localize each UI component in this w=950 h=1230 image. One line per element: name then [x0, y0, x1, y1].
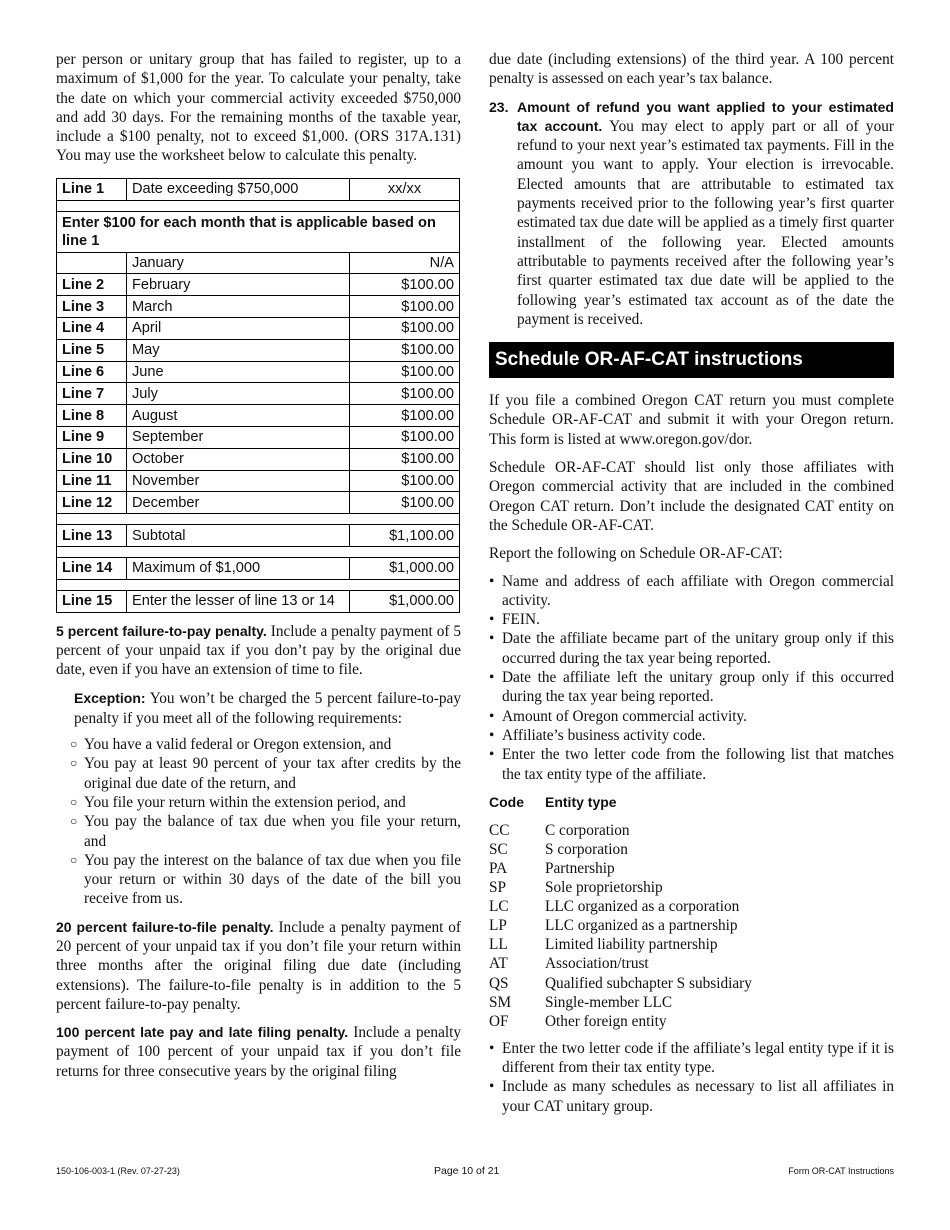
report-item-text: Date the affiliate left the unitary group only if this occurred during the tax year being reported.: [502, 669, 894, 706]
report-item: [489, 668, 894, 707]
line-number: Line 13: [57, 525, 127, 547]
worksheet-row: [57, 590, 460, 612]
worksheet-row: [57, 557, 460, 579]
line-description: October: [127, 448, 350, 470]
line-number: Line 1: [57, 178, 127, 200]
line-value: $100.00: [350, 405, 460, 427]
line-number: Line 10: [57, 448, 127, 470]
worksheet-row: [57, 274, 460, 296]
penalty-worksheet: [56, 178, 460, 613]
entity-code: SM: [489, 993, 512, 1011]
entity-type: LLC organized as a partnership: [545, 917, 738, 935]
line-description: March: [127, 296, 350, 318]
line-number: [57, 252, 127, 274]
code-row: [489, 897, 752, 916]
footer-form-id: 150-106-003-1 (Rev. 07-27-23): [56, 1166, 180, 1176]
intro-paragraph: per person or unitary group that has failed to register, up to a maximum of $1,000 for the year. To calculate your penalty, take the date on which your commercial activity exceeded $750,000 and add 30 days. For the remaining months of the taxable year, include a $100 penalty, not to exceed $1,000. (ORS 317A.131) You may use the worksheet below to calculate this penalty.: [56, 51, 461, 165]
line-value: $100.00: [350, 339, 460, 361]
code-row: [489, 935, 752, 954]
bullet-icon: •: [489, 611, 495, 629]
worksheet-row: [57, 426, 460, 448]
entity-code: AT: [489, 955, 508, 973]
line-value: $100.00: [350, 361, 460, 383]
line-value: $100.00: [350, 296, 460, 318]
report-item-text: Name and address of each affiliate with Oregon commercial activity.: [502, 572, 894, 609]
schedule-paragraph-3: Report the following on Schedule OR-AF-CAT:: [489, 545, 783, 563]
requirement-item: [56, 793, 461, 812]
worksheet-row: [57, 296, 460, 318]
bullet-icon: •: [489, 726, 495, 744]
line-number: Line 9: [57, 426, 127, 448]
item-23-text: You may elect to apply part or all of your refund to your next year’s estimated tax payments. Fill in the amount you want to apply. Your election is irrevocable. Elected amounts that are attributable to estimated tax payments received prior to the following year’s first quarter estimated tax due date will be applied as a timely first quarter installment of the following year. Elected amounts attributable to payments received after the following year’s first quarter estimated tax due date will be applied to the following year’s estimated tax account as of the date the payment is received.: [517, 117, 894, 328]
enter-note: Enter $100 for each month that is applicable based on line 1: [57, 211, 460, 252]
report-items-list: [489, 572, 894, 784]
requirement-item: [56, 735, 461, 754]
line-value: $100.00: [350, 448, 460, 470]
schedule-paragraph-1: If you file a combined Oregon CAT return you must complete Schedule OR-AF-CAT and submit it with your Oregon return. This form is listed at www.oregon.gov/dor.: [489, 392, 894, 448]
report-item-text: Amount of Oregon commercial activity.: [502, 707, 747, 725]
entity-type: Single-member LLC: [545, 993, 673, 1011]
requirements-list: [56, 735, 461, 909]
circle-bullet-icon: ○: [70, 814, 78, 829]
worksheet-row: [57, 470, 460, 492]
exception-text: You won’t be charged the 5 percent failure-to-pay penalty if you meet all of the following requirements:: [74, 690, 461, 727]
entity-type: Association/trust: [545, 955, 649, 973]
failure-to-file-paragraph: [56, 918, 461, 1014]
line-description: June: [127, 361, 350, 383]
line-value: $100.00: [350, 317, 460, 339]
entity-type: C corporation: [545, 821, 630, 839]
requirement-text: You pay the balance of tax due when you file your return, and: [84, 813, 461, 850]
entity-code: LP: [489, 917, 507, 935]
final-item-text: Enter the two letter code if the affiliate’s legal entity type if it is different from their tax entity type.: [502, 1039, 894, 1077]
line-value: $100.00: [350, 426, 460, 448]
bullet-icon: •: [489, 707, 495, 725]
line-description: November: [127, 470, 350, 492]
entity-code: OF: [489, 1012, 509, 1030]
worksheet-spacer: [57, 579, 460, 590]
line-number: Line 3: [57, 296, 127, 318]
worksheet-note-row: [57, 211, 460, 252]
report-item: [489, 629, 894, 668]
report-item: [489, 707, 894, 726]
item-23: [489, 98, 894, 330]
line-value: $100.00: [350, 383, 460, 405]
code-row: [489, 974, 752, 993]
report-item-text: Enter the two letter code from the following list that matches the tax entity type of the affiliate.: [502, 746, 894, 783]
late-penalty-heading: 100 percent late pay and late filing penalty.: [56, 1024, 349, 1041]
entity-type: Limited liability partnership: [545, 936, 718, 954]
line-description: July: [127, 383, 350, 405]
left-column: [56, 50, 461, 1081]
entity-type: Sole proprietorship: [545, 879, 663, 897]
exception-heading: Exception:: [74, 690, 146, 707]
schedule-paragraph-2: Schedule OR-AF-CAT should list only those affiliates with Oregon commercial activity that are included in the combined Oregon CAT return. Don’t include the designated CAT entity on the Schedule OR-AF-CAT.: [489, 459, 894, 534]
code-row: [489, 916, 752, 935]
report-item: [489, 726, 894, 745]
requirement-text: You pay at least 90 percent of your tax after credits by the original due date of the return, and: [84, 755, 461, 792]
report-item-text: FEIN.: [502, 611, 540, 629]
entity-header: Entity type: [545, 793, 617, 810]
footer-page-number: Page 10 of 21: [434, 1165, 500, 1177]
entity-type: Other foreign entity: [545, 1012, 667, 1030]
line-value: $1,000.00: [350, 557, 460, 579]
entity-type: Qualified subchapter S subsidiary: [545, 974, 752, 992]
line-description: February: [127, 274, 350, 296]
line-value: xx/xx: [350, 178, 460, 200]
line-number: Line 8: [57, 405, 127, 427]
requirement-text: You file your return within the extension period, and: [84, 793, 406, 811]
entity-code: PA: [489, 859, 508, 877]
worksheet-row: [57, 405, 460, 427]
line-number: Line 15: [57, 590, 127, 612]
failure-to-file-text: Include a penalty payment of 20 percent of your unpaid tax if you don’t file your return within three months after the original filing due date (including extensions). The failure-to-file penalty is in addition to the 5 percent failure-to-pay penalty.: [56, 918, 461, 1013]
entity-code: LL: [489, 936, 508, 954]
right-column: [489, 50, 894, 1116]
worksheet-row: [57, 339, 460, 361]
final-item: [489, 1039, 894, 1078]
worksheet-spacer: [57, 514, 460, 525]
line-number: Line 2: [57, 274, 127, 296]
entity-code: LC: [489, 898, 509, 916]
late-penalty-text: Include a penalty payment of 100 percent of your unpaid tax if you don’t file returns for three consecutive years by the original filing: [56, 1024, 462, 1080]
line-description: Subtotal: [127, 525, 350, 547]
code-header: Code: [489, 793, 524, 810]
circle-bullet-icon: ○: [70, 737, 78, 752]
late-penalty-paragraph: [56, 1023, 461, 1081]
worksheet-row: [57, 252, 460, 274]
line-number: Line 11: [57, 470, 127, 492]
report-item-text: Affiliate’s business activity code.: [502, 726, 706, 744]
requirement-text: You have a valid federal or Oregon extension, and: [84, 736, 392, 754]
bullet-icon: •: [489, 630, 495, 648]
entity-code: QS: [489, 974, 509, 992]
report-item: [489, 745, 894, 784]
worksheet-row: [57, 317, 460, 339]
line-value: N/A: [350, 252, 460, 274]
worksheet-row: [57, 361, 460, 383]
line-description: April: [127, 317, 350, 339]
line-value: $100.00: [350, 492, 460, 514]
entity-type: S corporation: [545, 840, 628, 858]
worksheet-row: [57, 492, 460, 514]
worksheet-row: [57, 525, 460, 547]
entity-type: Partnership: [545, 859, 615, 877]
worksheet-spacer: [57, 200, 460, 211]
code-row: [489, 859, 752, 878]
continued-paragraph: due date (including extensions) of the third year. A 100 percent penalty is assessed on each year’s tax balance.: [489, 51, 894, 88]
bullet-icon: •: [489, 1078, 495, 1096]
entity-code: SC: [489, 840, 508, 858]
line-number: Line 6: [57, 361, 127, 383]
circle-bullet-icon: ○: [70, 794, 78, 809]
line-description: Maximum of $1,000: [127, 557, 350, 579]
line-description: January: [127, 252, 350, 274]
entity-code-table: [489, 793, 752, 1031]
line-number: Line 7: [57, 383, 127, 405]
line-number: Line 5: [57, 339, 127, 361]
code-row: [489, 954, 752, 973]
failure-to-file-heading: 20 percent failure-to-file penalty.: [56, 918, 274, 935]
code-table-header: [489, 793, 752, 821]
item-number: 23.: [489, 98, 509, 115]
code-row: [489, 1012, 752, 1031]
bullet-icon: •: [489, 746, 495, 764]
requirement-item: [56, 851, 461, 909]
requirement-item: [56, 754, 461, 793]
code-row: [489, 821, 752, 840]
line-number: Line 14: [57, 557, 127, 579]
failure-to-pay-text: Include a penalty payment of 5 percent of your unpaid tax if you don’t pay by the original due date, even if you have an extension of time to file.: [56, 622, 461, 679]
failure-to-pay-heading: 5 percent failure-to-pay penalty.: [56, 622, 267, 639]
worksheet-row: [57, 448, 460, 470]
final-item: [489, 1077, 894, 1116]
bullet-icon: •: [489, 572, 495, 590]
line-description: September: [127, 426, 350, 448]
report-item: [489, 610, 894, 629]
line-number: Line 4: [57, 317, 127, 339]
line-description: May: [127, 339, 350, 361]
line-value: $1,000.00: [350, 590, 460, 612]
line-value: $100.00: [350, 274, 460, 296]
section-banner: Schedule OR-AF-CAT instructions: [489, 342, 894, 378]
bullet-icon: •: [489, 669, 495, 687]
line-value: $100.00: [350, 470, 460, 492]
report-item-text: Date the affiliate became part of the unitary group only if this occurred during the tax year being reported.: [502, 630, 894, 667]
worksheet-spacer: [57, 546, 460, 557]
failure-to-pay-paragraph: [56, 622, 461, 680]
line-number: Line 12: [57, 492, 127, 514]
worksheet-row: [57, 383, 460, 405]
code-row: [489, 993, 752, 1012]
code-row: [489, 840, 752, 859]
line-description: August: [127, 405, 350, 427]
exception-paragraph: [74, 689, 461, 728]
circle-bullet-icon: ○: [70, 756, 78, 771]
requirement-text: You pay the interest on the balance of tax due when you file your return or within 30 days of the date of the bill you receive from us.: [84, 851, 461, 908]
bullet-icon: •: [489, 1039, 495, 1057]
final-item-text: Include as many schedules as necessary to list all affiliates in your CAT unitary group.: [502, 1078, 894, 1115]
final-items-list: [489, 1039, 894, 1116]
entity-code: SP: [489, 879, 507, 897]
requirement-item: [56, 812, 461, 851]
entity-type: LLC organized as a corporation: [545, 898, 740, 916]
line-value: $1,100.00: [350, 525, 460, 547]
entity-code: CC: [489, 821, 510, 839]
circle-bullet-icon: ○: [70, 852, 78, 867]
line-description: Enter the lesser of line 13 or 14: [127, 590, 350, 612]
report-item: [489, 572, 894, 611]
worksheet-row: [57, 178, 460, 200]
line-description: December: [127, 492, 350, 514]
footer-form-name: Form OR-CAT Instructions: [788, 1166, 894, 1176]
line-description: Date exceeding $750,000: [127, 178, 350, 200]
item-23-heading: Amount of refund you want applied to your estimated tax account.: [517, 98, 894, 134]
code-row: [489, 878, 752, 897]
